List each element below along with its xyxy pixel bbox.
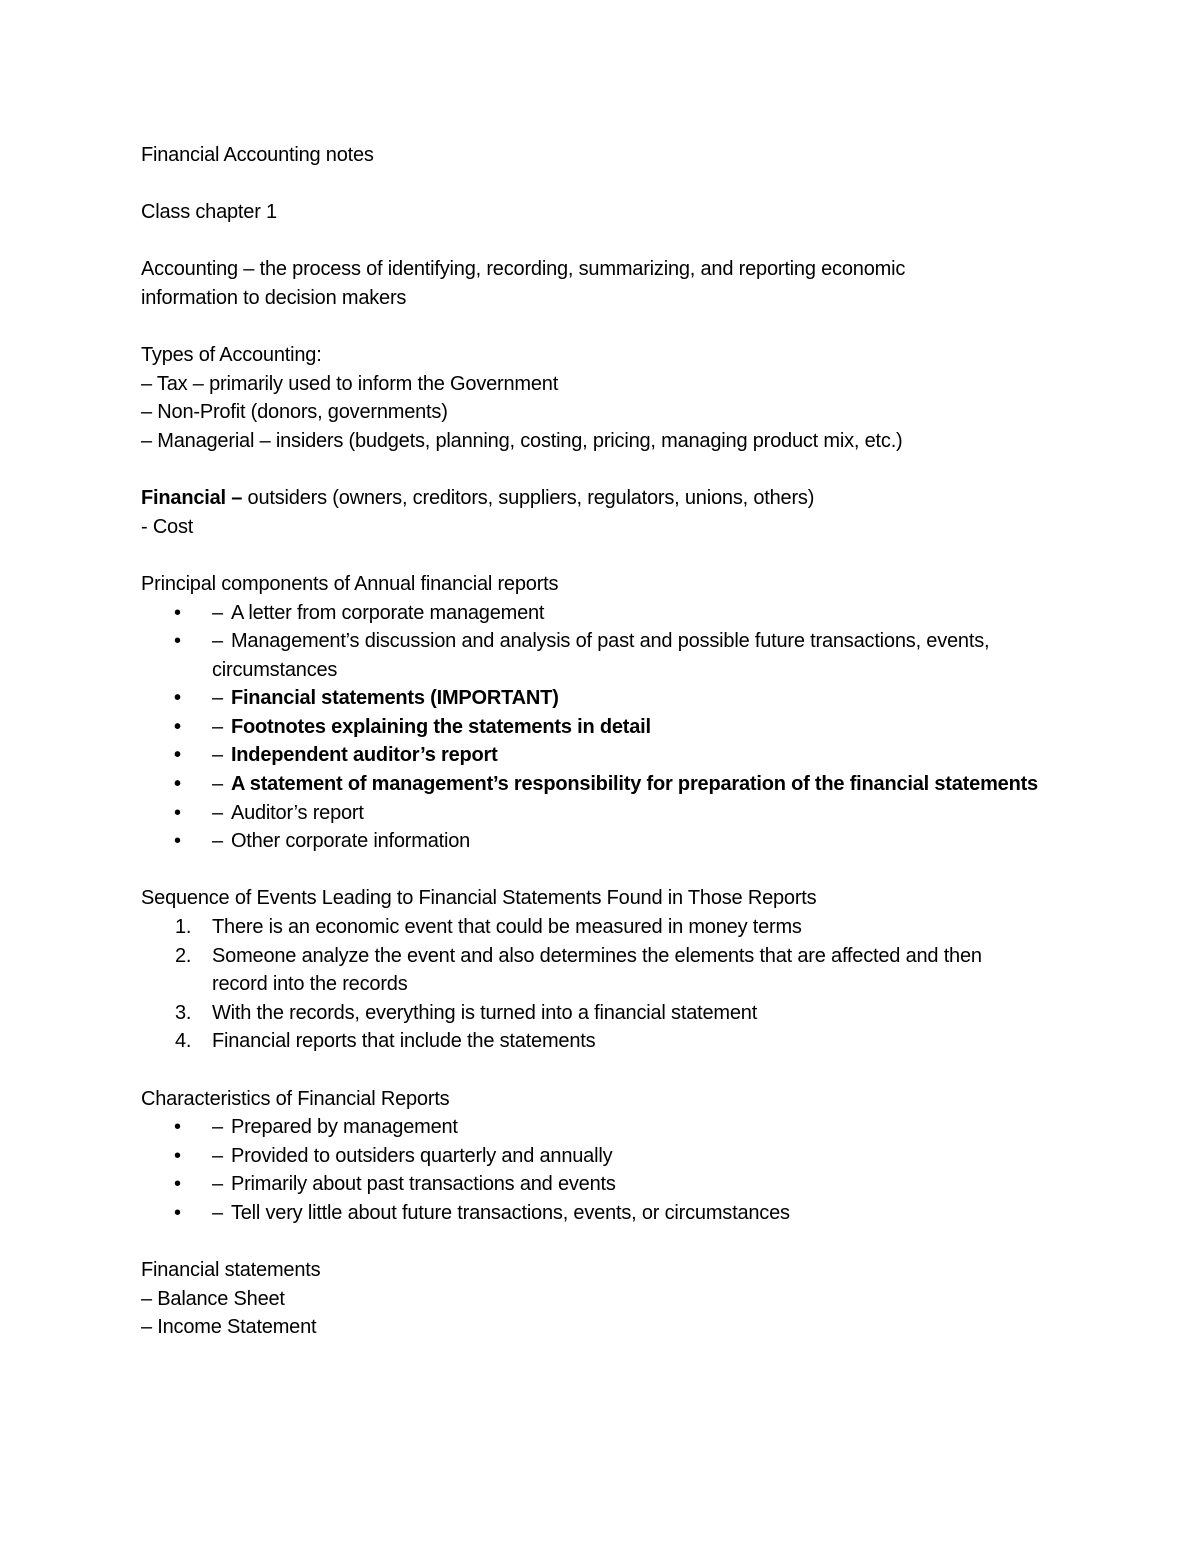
components-heading: Principal components of Annual financial reports	[141, 572, 559, 595]
list-item	[141, 1199, 1041, 1228]
bullet-icon: •	[174, 1201, 181, 1224]
spacer	[141, 541, 1041, 570]
definition-line-1: Accounting – the process of identifying, recording, summarizing, and reporting economic	[141, 258, 906, 281]
dash: –	[212, 1116, 223, 1139]
dash: –	[212, 1173, 223, 1196]
list-item	[141, 827, 1041, 856]
list-item-text: Financial reports that include the statements	[212, 1030, 596, 1053]
bullet-icon: •	[174, 601, 181, 624]
components-list	[141, 599, 1041, 856]
spacer	[141, 313, 1041, 342]
bullet-icon: •	[174, 1144, 181, 1167]
spacer	[141, 170, 1041, 199]
list-item	[141, 1113, 1041, 1142]
spacer	[141, 456, 1041, 485]
list-number: 2.	[175, 944, 192, 967]
bullet-icon: •	[174, 801, 181, 824]
list-number: 1.	[175, 916, 192, 939]
list-item	[141, 627, 1041, 684]
statements-item-balance-sheet: – Balance Sheet	[141, 1287, 285, 1310]
bullet-icon: •	[174, 715, 181, 738]
list-item	[141, 1142, 1041, 1171]
list-item	[141, 999, 1041, 1028]
list-number: 4.	[175, 1030, 192, 1053]
dash: –	[212, 830, 223, 853]
bullet-icon: •	[174, 1116, 181, 1139]
bullet-icon: •	[174, 687, 181, 710]
list-item-text: Independent auditor’s report	[230, 744, 498, 767]
bullet-icon: •	[174, 630, 181, 653]
spacer	[141, 1228, 1041, 1257]
list-item-text: There is an economic event that could be measured in money terms	[212, 916, 802, 939]
dash: –	[212, 687, 223, 710]
list-item-text: Auditor’s report	[230, 801, 364, 824]
list-item-text: Other corporate information	[230, 830, 471, 853]
list-item-text: Primarily about past transactions and events	[230, 1173, 616, 1196]
dash: –	[212, 630, 223, 653]
list-item	[141, 741, 1041, 770]
list-item-text: Management’s discussion and analysis of past and possible future transactions, events, circumstances	[212, 630, 990, 681]
list-item-text: A letter from corporate management	[230, 601, 545, 624]
financial-description: outsiders (owners, creditors, suppliers, regulators, unions, others)	[242, 487, 815, 510]
dash: –	[212, 773, 223, 796]
list-item-text: With the records, everything is turned into a financial statement	[212, 1001, 758, 1024]
types-heading: Types of Accounting:	[141, 344, 322, 367]
list-item	[141, 684, 1041, 713]
financial-line	[141, 484, 1041, 513]
list-item	[141, 942, 1041, 999]
definition-line-2: information to decision makers	[141, 286, 407, 309]
list-item	[141, 770, 1041, 799]
dash: –	[212, 744, 223, 767]
list-item-text: Footnotes explaining the statements in detail	[230, 715, 651, 738]
statements-item-income-statement: – Income Statement	[141, 1316, 317, 1339]
sequence-list	[141, 913, 1041, 1056]
types-item-nonprofit: – Non-Profit (donors, governments)	[141, 401, 448, 424]
list-item-text: Someone analyze the event and also determines the elements that are affected and then record into the records	[212, 944, 982, 996]
financial-cost: - Cost	[141, 515, 194, 538]
spacer	[141, 1056, 1041, 1085]
dash: –	[212, 601, 223, 624]
list-item-text: Financial statements (IMPORTANT)	[230, 687, 559, 710]
document-page	[141, 141, 1041, 1342]
types-item-managerial: – Managerial – insiders (budgets, planning, costing, pricing, managing product mix, etc.)	[141, 429, 903, 452]
list-item-text: Provided to outsiders quarterly and annually	[230, 1144, 613, 1167]
list-item	[141, 599, 1041, 628]
list-item	[141, 713, 1041, 742]
spacer	[141, 227, 1041, 256]
document-title: Financial Accounting notes	[141, 144, 374, 166]
characteristics-heading: Characteristics of Financial Reports	[141, 1087, 450, 1110]
sequence-heading: Sequence of Events Leading to Financial Statements Found in Those Reports	[141, 887, 817, 910]
list-item-text: A statement of management’s responsibility for preparation of the financial statements	[230, 773, 1038, 796]
list-item-text: Tell very little about future transactions, events, or circumstances	[230, 1201, 790, 1224]
characteristics-list	[141, 1113, 1041, 1227]
financial-label: Financial –	[141, 487, 243, 510]
list-item-text: Prepared by management	[230, 1116, 458, 1139]
list-item	[141, 1027, 1041, 1056]
bullet-icon: •	[174, 830, 181, 853]
dash: –	[212, 715, 223, 738]
bullet-icon: •	[174, 773, 181, 796]
list-item	[141, 799, 1041, 828]
bullet-icon: •	[174, 744, 181, 767]
list-number: 3.	[175, 1001, 192, 1024]
types-item-tax: – Tax – primarily used to inform the Government	[141, 372, 559, 395]
statements-heading: Financial statements	[141, 1259, 321, 1282]
dash: –	[212, 801, 223, 824]
list-item	[141, 913, 1041, 942]
spacer	[141, 856, 1041, 885]
bullet-icon: •	[174, 1173, 181, 1196]
list-item	[141, 1170, 1041, 1199]
dash: –	[212, 1144, 223, 1167]
chapter-heading: Class chapter 1	[141, 201, 277, 224]
dash: –	[212, 1201, 223, 1224]
